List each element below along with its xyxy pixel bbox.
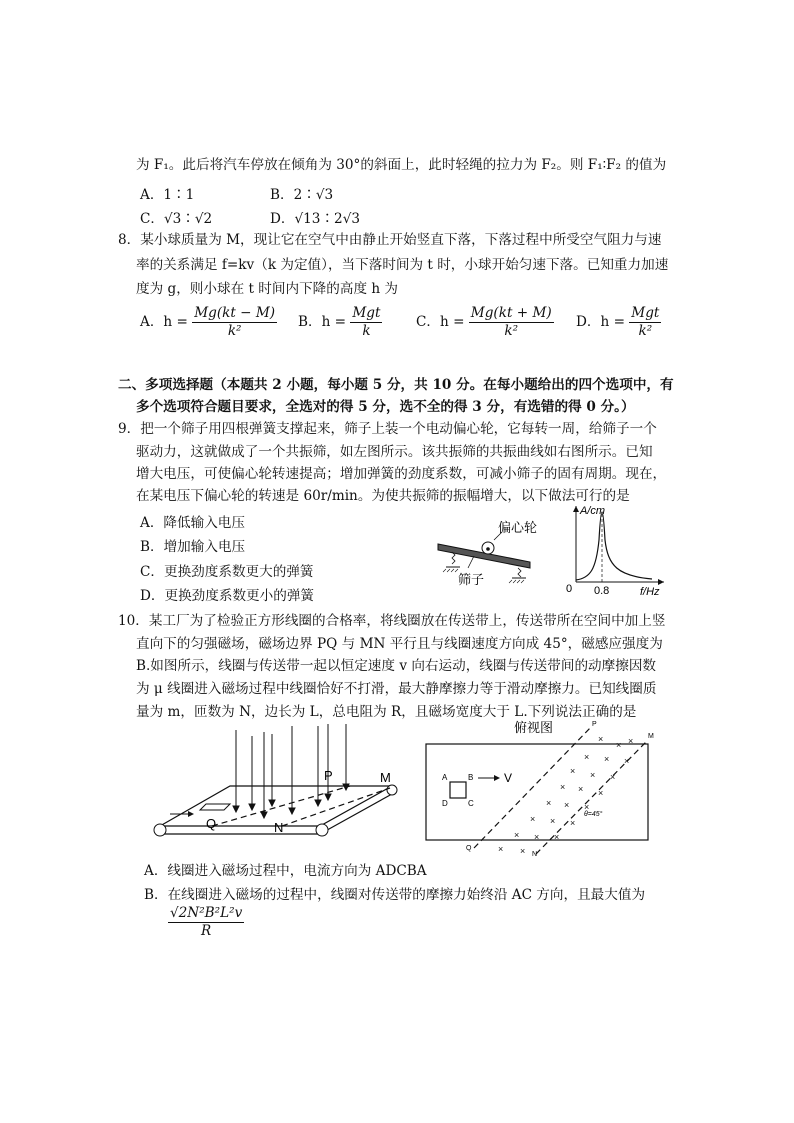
svg-text:×: × bbox=[530, 814, 536, 824]
svg-text:×: × bbox=[610, 772, 616, 782]
q7-option-d[interactable]: D．√13∶2√3 bbox=[270, 211, 361, 227]
q9-line-1: 9．把一个筛子用四根弹簧支撑起来，筛子上装一个电动偏心轮，它每转一周，给筛子一个 bbox=[118, 421, 657, 437]
q8-option-c-den: k² bbox=[504, 323, 519, 339]
q9-line-4: 在某电压下偏心轮的转速是 60r/min。为使共振筛的振幅增大，以下做法可行的是 bbox=[136, 488, 630, 504]
svg-text:×: × bbox=[578, 784, 584, 794]
q9-option-b[interactable]: B．增加输入电压 bbox=[140, 539, 246, 555]
q10-line-2: 直向下的匀强磁场，磁场边界 PQ 与 MN 平行且与线圈速度方向成 45°，磁感应强度为 bbox=[136, 636, 663, 652]
q8-option-a[interactable] bbox=[140, 305, 277, 340]
q9-option-c[interactable]: C．更换劲度系数更大的弹簧 bbox=[140, 564, 314, 580]
sieve-label: 筛子 bbox=[458, 572, 485, 587]
label-d: D bbox=[442, 799, 448, 808]
label-p-top: P bbox=[592, 721, 597, 728]
q10-option-b-den: R bbox=[201, 923, 212, 939]
q10-option-b-num: √2N²B²L²v bbox=[170, 905, 243, 921]
label-c: C bbox=[468, 799, 474, 808]
svg-text:×: × bbox=[570, 818, 576, 828]
q10-line-3: B.如图所示，线圈与传送带一起以恒定速度 v 向右运动，线圈与传送带间的动摩擦因数 bbox=[136, 658, 657, 674]
q8-option-c[interactable] bbox=[416, 305, 554, 340]
svg-text:×: × bbox=[564, 800, 570, 810]
q9-line-2: 驱动力，这就做成了一个共振筛，如左图所示。该共振筛的共振曲线如右图所示。已知 bbox=[136, 444, 653, 460]
q8-line-3: 度为 g，则小球在 t 时间内下降的高度 h 为 bbox=[136, 281, 399, 297]
label-q: Q bbox=[206, 816, 217, 831]
q8-option-a-den: k² bbox=[227, 323, 242, 339]
y-axis-label: A/cm bbox=[580, 505, 606, 517]
q9-line-3: 增大电压，可使偏心轮转速提高；增加弹簧的劲度系数，可减小筛子的固有周期。现在， bbox=[136, 466, 667, 482]
q9-option-a[interactable]: A．降低输入电压 bbox=[140, 515, 245, 531]
q10-line-5: 量为 m，匝数为 N，边长为 L，总电阻为 R，且磁场宽度大于 L.下列说法正确的是 bbox=[136, 704, 637, 720]
q7-option-c[interactable]: C．√3∶√2 bbox=[140, 211, 213, 227]
label-p: P bbox=[324, 768, 333, 783]
svg-text:×: × bbox=[514, 830, 520, 840]
svg-text:×: × bbox=[616, 740, 622, 750]
top-view-title: 俯视图 bbox=[514, 720, 554, 735]
wheel-label: 偏心轮 bbox=[498, 520, 538, 535]
q10-line-1: 10．某工厂为了检验正方形线圈的合格率，将线圈放在传送带上，传送带所在空间中加上竖 bbox=[118, 613, 666, 629]
svg-text:×: × bbox=[584, 802, 590, 812]
svg-text:×: × bbox=[598, 788, 604, 798]
q8-option-b-den: k bbox=[362, 323, 371, 339]
svg-text:×: × bbox=[624, 756, 630, 766]
label-v: V bbox=[504, 771, 513, 785]
q9-option-d[interactable]: D．更换劲度系数更小的弹簧 bbox=[140, 588, 315, 604]
origin-label: 0 bbox=[566, 583, 573, 595]
sieve-figure bbox=[430, 510, 540, 590]
q8-option-b[interactable] bbox=[298, 305, 382, 340]
label-m: M bbox=[380, 770, 391, 785]
q8-option-d[interactable] bbox=[576, 305, 661, 340]
label-n: N bbox=[274, 820, 284, 835]
svg-text:×: × bbox=[570, 766, 576, 776]
q8-option-c-num: Mg(kt + M) bbox=[470, 305, 552, 321]
boundary-mn-top bbox=[536, 742, 646, 854]
q8-option-d-den: k² bbox=[638, 323, 653, 339]
q7-option-a[interactable]: A．1∶1 bbox=[140, 187, 195, 203]
top-view-figure bbox=[420, 716, 660, 858]
q8-option-b-num: Mgt bbox=[352, 305, 381, 321]
svg-text:×: × bbox=[604, 754, 610, 764]
svg-text:×: × bbox=[550, 816, 556, 826]
svg-text:×: × bbox=[520, 846, 526, 856]
conveyor-figure bbox=[150, 722, 400, 844]
coil bbox=[200, 804, 230, 810]
svg-text:×: × bbox=[534, 832, 540, 842]
q10-option-b-fraction bbox=[168, 905, 244, 940]
svg-text:×: × bbox=[590, 770, 596, 780]
svg-text:×: × bbox=[554, 832, 560, 842]
q10-option-b[interactable]: B．在线圈进入磁场的过程中，线圈对传送带的摩擦力始终沿 AC 方向，且最大值为 bbox=[144, 887, 646, 903]
field-crosses bbox=[498, 734, 633, 856]
q10-option-a[interactable]: A．线圈进入磁场过程中，电流方向为 ADCBA bbox=[144, 863, 427, 879]
q10-line-4: 为 μ 线圈进入磁场过程中线圈恰好不打滑，最大静摩擦力等于滑动摩擦力。已知线圈质 bbox=[136, 681, 657, 697]
resonance-curve bbox=[576, 512, 652, 580]
svg-text:×: × bbox=[598, 734, 604, 744]
q8-line-1: 8．某小球质量为 M，现让它在空气中由静止开始竖直下落，下落过程中所受空气阻力与速 bbox=[118, 232, 662, 248]
svg-text:×: × bbox=[498, 844, 504, 854]
q8-line-2: 率的关系满足 f=kv（k 为定值），当下落时间为 t 时，小球开始匀速下落。已知重力加速 bbox=[136, 257, 669, 273]
svg-text:×: × bbox=[560, 782, 566, 792]
q8-option-d-num: Mgt bbox=[631, 305, 660, 321]
svg-text:×: × bbox=[546, 798, 552, 808]
q8-option-b-prefix: B．h = bbox=[298, 314, 347, 330]
label-q-top: Q bbox=[466, 845, 472, 852]
section2-title-2: 多个选项符合题目要求，全选对的得 5 分，选不全的得 3 分，有选错的得 0 分。） bbox=[136, 399, 635, 415]
q8-option-a-prefix: A．h = bbox=[140, 314, 188, 330]
q7-option-b[interactable]: B．2∶√3 bbox=[270, 187, 334, 203]
section2-title-1: 二、多项选择题（本题共 2 小题，每小题 5 分，共 10 分。在每小题给出的四个选项中，有 bbox=[118, 377, 674, 393]
svg-text:×: × bbox=[628, 736, 634, 746]
q8-option-c-prefix: C．h = bbox=[416, 314, 465, 330]
boundary-mn bbox=[282, 788, 390, 826]
svg-text:×: × bbox=[584, 752, 590, 762]
label-n-top: N bbox=[532, 851, 538, 858]
label-a: A bbox=[442, 773, 448, 782]
q8-option-a-num: Mg(kt − M) bbox=[194, 305, 276, 321]
belt-outline bbox=[426, 744, 648, 840]
label-m-top: M bbox=[648, 733, 654, 740]
q7-tail-line: 为 F₁。此后将汽车停放在倾角为 30°的斜面上，此时轻绳的拉力为 F₂。则 F₁∶F₂ 的值为 bbox=[136, 157, 667, 173]
peak-tick-label: 0.8 bbox=[594, 585, 610, 596]
x-axis-label: f/Hz bbox=[640, 586, 660, 596]
resonance-curve-figure bbox=[562, 500, 672, 596]
label-b: B bbox=[468, 773, 474, 782]
angle-label: θ=45° bbox=[584, 811, 603, 818]
coil-top bbox=[450, 782, 466, 798]
q8-option-d-prefix: D．h = bbox=[576, 314, 625, 330]
